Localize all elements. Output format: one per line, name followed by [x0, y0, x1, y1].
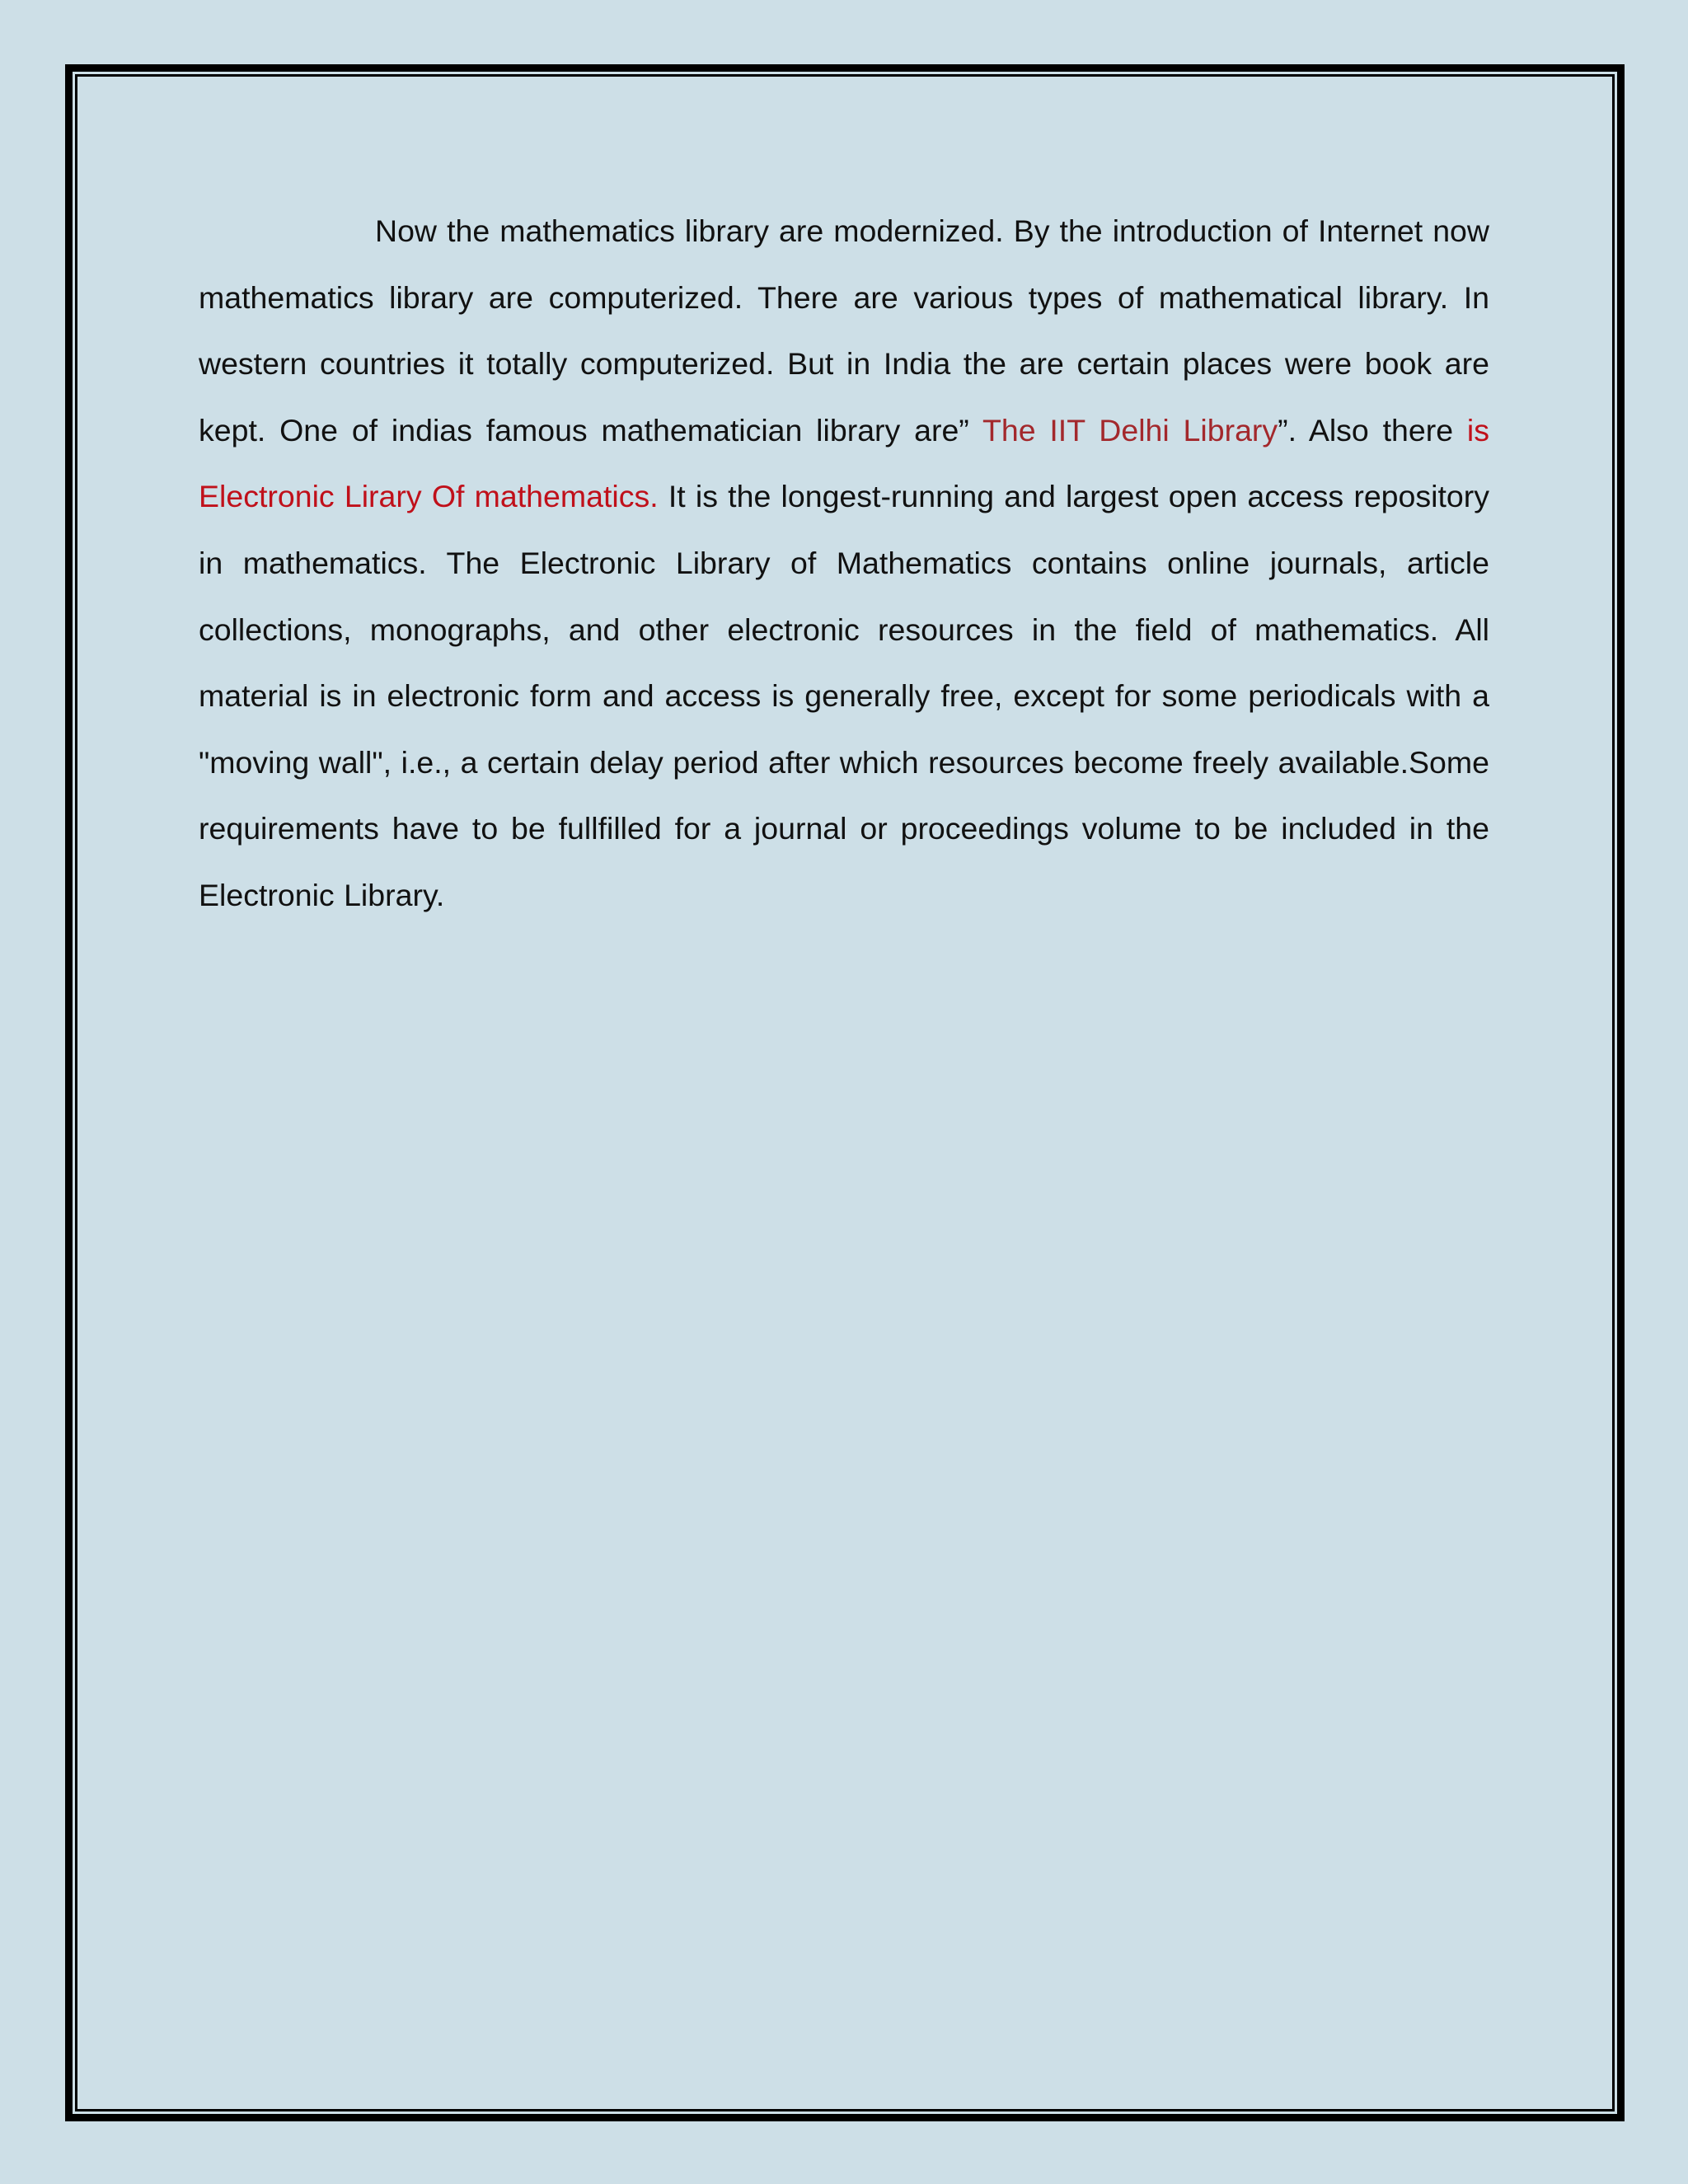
paragraph-text-1: Now the mathematics library are modernized. By the introduction of Internet now mathematics library are computerized. There are various types of mathematical library. In western countries it totally computerized. But in India the are certain places were book are kept. One of indias famous mathematician library are” — [199, 213, 1489, 448]
highlight-electronic-library: is Electronic Lirary Of mathematics. — [199, 412, 1489, 514]
paragraph — [199, 198, 1489, 929]
highlight-iit-delhi-library: The IIT Delhi Library — [982, 412, 1278, 448]
document-body — [199, 198, 1489, 929]
paragraph-text-2: ”. Also there — [1278, 412, 1467, 448]
paragraph-text-3: It is the longest-running and largest open access repository in mathematics. The Electronic Library of Mathematics contains online journals, article collections, monographs, and other electronic resources in the field of mathematics. All material is in electronic form and access is generally free, except for some periodicals with a "moving wall", i.e., a certain delay period after which resources become freely available.Some requirements have to be fullfilled for a journal or proceedings volume to be included in the Electronic Library. — [199, 479, 1489, 912]
